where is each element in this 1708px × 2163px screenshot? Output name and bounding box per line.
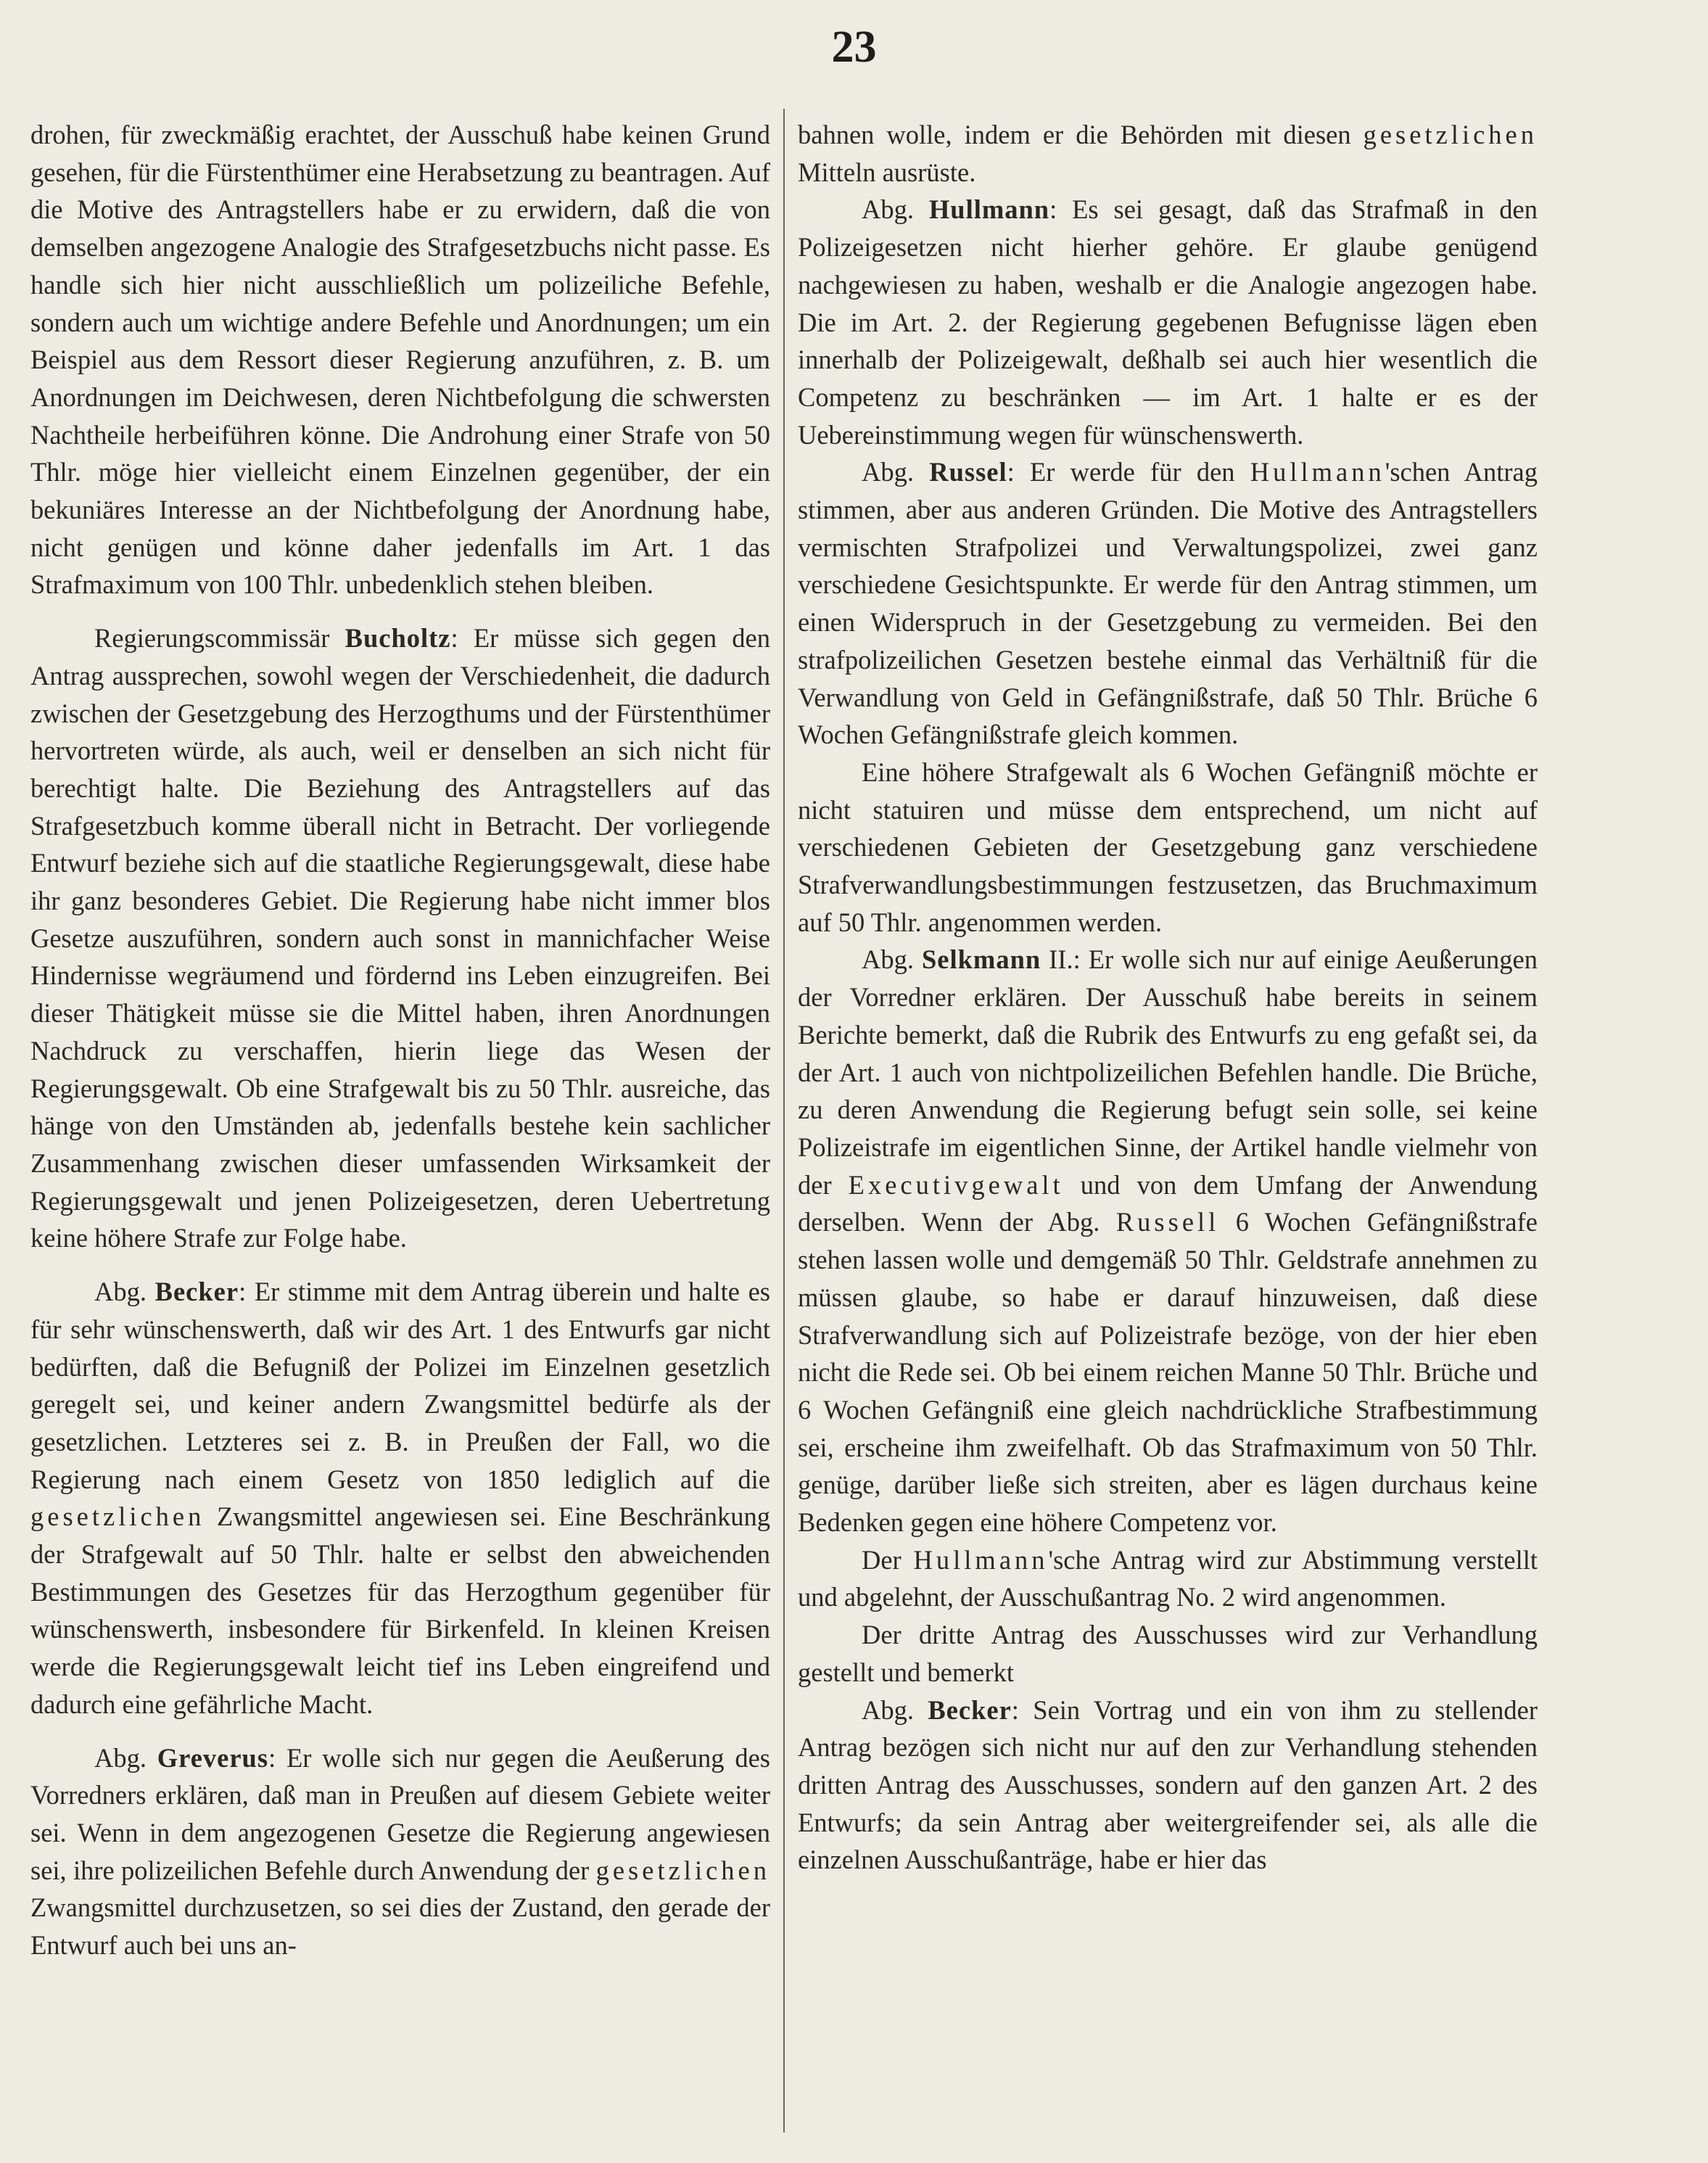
- paragraph: [798, 941, 1538, 1541]
- speech-text: Zwangsmittel durchzusetzen, so sei dies der Zustand, den gerade der Entwurf auch bei uns an-: [30, 1892, 770, 1961]
- speaker-name: Becker: [928, 1694, 1012, 1725]
- right-column: [798, 116, 1538, 1879]
- column-divider: [783, 109, 785, 2133]
- speaker-title: Abg.: [862, 1694, 928, 1725]
- paragraph: [798, 191, 1538, 453]
- speech-text: : Er müsse sich gegen den Antrag aussprechen, sowohl wegen der Verschiedenheit, die dadurch zwischen der Gesetzgebung des Herzogthums und der Fürstenthümer hervortreten würde, als auch, weil er denselben an sich nicht für berechtigt halte. Die Beziehung des Antragstellers auf das Strafgesetzbuch komme überall nicht in Betracht. Der vorliegende Entwurf beziehe sich auf die staatliche Regierungsgewalt, diese habe ihr ganz besonderes Gebiet. Die Regierung habe nicht immer blos Gesetze auszuführen, sondern auch sonst in mannichfacher Weise Hindernisse wegräumend und fördernd ins Leben einzugreifen. Bei dieser Thätigkeit müsse sie die Mittel haben, ihren Anordnungen Nachdruck zu verschaffen, hierin liege das Wesen der Regierungsgewalt. Ob eine Strafgewalt bis zu 50 Thlr. ausreiche, das hänge von den Umständen ab, jedenfalls bestehe kein sachlicher Zusammenhang zwischen dieser umfassenden Wirksamkeit der Regierungsgewalt und jenen Polizeigesetzen, deren Uebertretung keine höhere Strafe zur Folge habe.: [30, 623, 770, 1253]
- speech-text: Der: [862, 1544, 914, 1575]
- speech-text: Zwangsmittel angewiesen sei. Eine Beschränkung der Strafgewalt auf 50 Thlr. halte er selbst den abweichenden Bestimmungen des Gesetzes für das Herzogthum gegenüber für wünschenswerth, insbesondere für Birkenfeld. In kleinen Kreisen werde die Regierungsgewalt leicht tief ins Leben eingreifend und dadurch eine gefährliche Macht.: [30, 1501, 770, 1719]
- speech-text: : Er stimme mit dem Antrag überein und halte es für sehr wünschenswerth, daß wir des Art. 1 des Entwurfs gar nicht bedürften, daß die Befugniß der Polizei im Einzelnen gesetzlich geregelt sei, und keiner andern Zwangsmittel bedürfe als der gesetzlichen. Letzteres sei z. B. in Preußen der Fall, wo die Regierung nach einem Gesetz von 1850 lediglich auf die: [30, 1277, 771, 1494]
- speech-text: Mitteln ausrüste.: [798, 157, 976, 187]
- speaker-title: Abg.: [94, 1742, 157, 1773]
- paragraph: [30, 619, 770, 1257]
- paragraph: Der dritte Antrag des Ausschusses wird zur Verhandlung gestellt und bemerkt: [798, 1620, 1538, 1687]
- speech-text: : Es sei gesagt, daß das Strafmaß in den Polizeigesetzen nicht hierher gehöre. Er glaube genügend nachgewiesen zu haben, weshalb er die Analogie angezogen habe. Die im Art. 2. der Regierung gegebenen Befugnisse lägen eben innerhalb der Polizeigewalt, deßhalb sei auch hier wesentlich die Competenz zu beschränken — im Art. 1 halte er es der Uebereinstimmung wegen für wünschenswerth.: [798, 194, 1538, 450]
- paragraph: [30, 1739, 770, 1964]
- speaker-title: Abg.: [862, 194, 929, 225]
- emphasis: gesetzlichen: [595, 1855, 770, 1885]
- paragraph: Eine höhere Strafgewalt als 6 Wochen Gefängniß möchte er nicht statuiren und müsse dem entsprechend, um nicht auf verschiedenen Gebieten der Gesetzgebung ganz verschiedene Strafverwandlungsbestimmungen festzusetzen, das Bruchmaximum auf 50 Thlr. angenommen werden.: [798, 757, 1538, 937]
- speaker-name: Hullmann: [928, 194, 1050, 225]
- speaker-title: Abg.: [862, 457, 930, 487]
- speech-text: 6 Wochen Gefängnißstrafe stehen lassen wolle und demgemäß 50 Thlr. Geldstrafe annehmen zu müssen glaube, so habe er darauf hinzuweisen, daß diese Strafverwandlung sich auf Polizeistrafe bezöge, von der hier eben nicht die Rede sei. Ob bei einem reichen Manne 50 Thlr. Brüche und 6 Wochen Gefängniß eine gleich nachdrückliche Strafbestimmung sei, erscheine ihm zweifelhaft. Ob das Strafmaximum von 50 Thlr. genüge, darüber ließe sich streiten, aber es lägen durchaus keine Bedenken gegen eine höhere Competenz vor.: [798, 1207, 1538, 1538]
- emphasis: Hullmann: [913, 1544, 1049, 1575]
- speech-text: : Er werde für den: [1007, 457, 1250, 487]
- speaker-name: Bucholtz: [345, 623, 451, 654]
- speaker-name: Russel: [929, 457, 1007, 487]
- speech-text: II.: Er wolle sich nur auf einige Aeußerungen der Vorredner erklären. Der Ausschuß habe bereits in seinem Berichte bemerkt, daß die Rubrik des Entwurfs zu eng gefaßt sei, da der Art. 1 auch von nichtpolizeilichen Befehlen handle. Die Brüche, zu deren Anwendung die Regierung befugt sein solle, sei keine Polizeistrafe im eigentlichen Sinne, der Artikel handle vielmehr von der: [798, 944, 1538, 1200]
- paragraph: drohen, für zweckmäßig erachtet, der Ausschuß habe keinen Grund gesehen, für die Fürstenthümer eine Herabsetzung zu beantragen. Auf die Motive des Antragstellers habe er zu erwidern, daß die von demselben angezogene Analogie des Strafgesetzbuchs nicht passe. Es handle sich hier nicht ausschließlich um polizeiliche Befehle, sondern auch um wichtige andere Befehle und Anordnungen; um ein Beispiel aus dem Ressort dieser Regierung anzuführen, z. B. um Anordnungen im Deichwesen, deren Nichtbefolgung die schwersten Nachtheile herbeiführen könne. Die Androhung einer Strafe von 50 Thlr. möge hier vielleicht einem Einzelnen gegenüber, der ein bekuniäres Interesse an der Nichtbefolgung der Anordnung habe, nicht genügen und könne daher jedenfalls im Art. 1 das Strafmaximum von 100 Thlr. unbedenklich stehen bleiben.: [30, 120, 770, 600]
- paragraph: [30, 1273, 770, 1723]
- speech-text: : Sein Vortrag und ein von ihm zu stellender Antrag bezögen sich nicht nur auf den zur Verhandlung stehenden dritten Antrag des Ausschusses, sondern auf den ganzen Art. 2 des Entwurfs; da sein Antrag aber weitergreifender sei, als alle die einzelnen Ausschußanträge, habe er hier das: [798, 1694, 1538, 1875]
- speech-text: 'sche Antrag wird zur Abstimmung verstellt und abgelehnt, der Ausschußantrag No. 2 wird angenommen.: [798, 1544, 1538, 1612]
- emphasis: gesetzlichen: [1363, 120, 1538, 149]
- speech-text: 'schen Antrag stimmen, aber aus anderen Gründen. Die Motive des Antragstellers vermischten Strafpolizei und Verwaltungspolizei, zwei ganz verschiedene Gesichtspunkte. Er werde für den Antrag stimmen, um einen Widerspruch in der Gesetzgebung zu vermeiden. Bei den strafpolizeilichen Gesetzen bestehe einmal das Verhältniß für die Verwandlung von Geld in Gefängnißstrafe, daß 50 Thlr. Brüche 6 Wochen Gefängnißstrafe gleich kommen.: [798, 457, 1538, 750]
- left-column: [30, 116, 770, 1964]
- speaker-name: Becker: [154, 1277, 239, 1307]
- emphasis: Executivgewalt: [848, 1169, 1064, 1200]
- speaker-title: Regierungscommissär: [94, 623, 345, 654]
- emphasis: Russell: [1115, 1207, 1220, 1237]
- paragraph: [798, 453, 1538, 754]
- speech-text: : Er wolle sich nur gegen die Aeußerung des Vorredners erklären, daß man in Preußen auf diesem Gebiete weiter sei. Wenn in dem angezogenen Gesetze die Regierung angewiesen sei, ihre polizeilichen Befehle durch Anwendung der: [30, 1742, 770, 1885]
- speech-text: bahnen wolle, indem er die Behörden mit diesen: [798, 120, 1363, 149]
- page-number: 23: [831, 22, 877, 72]
- speech-text: und von dem Umfang der Anwendung derselben. Wenn der Abg.: [798, 1169, 1538, 1237]
- speaker-name: Selkmann: [921, 944, 1041, 975]
- paragraph: [798, 1692, 1538, 1879]
- speaker-title: Abg.: [862, 944, 922, 975]
- speaker-title: Abg.: [94, 1277, 155, 1307]
- emphasis: gesetzlichen: [30, 1501, 205, 1532]
- paragraph: [798, 1541, 1538, 1616]
- emphasis: Hullmann: [1250, 457, 1385, 487]
- paragraph: [798, 116, 1538, 191]
- speaker-name: Greverus: [157, 1742, 269, 1773]
